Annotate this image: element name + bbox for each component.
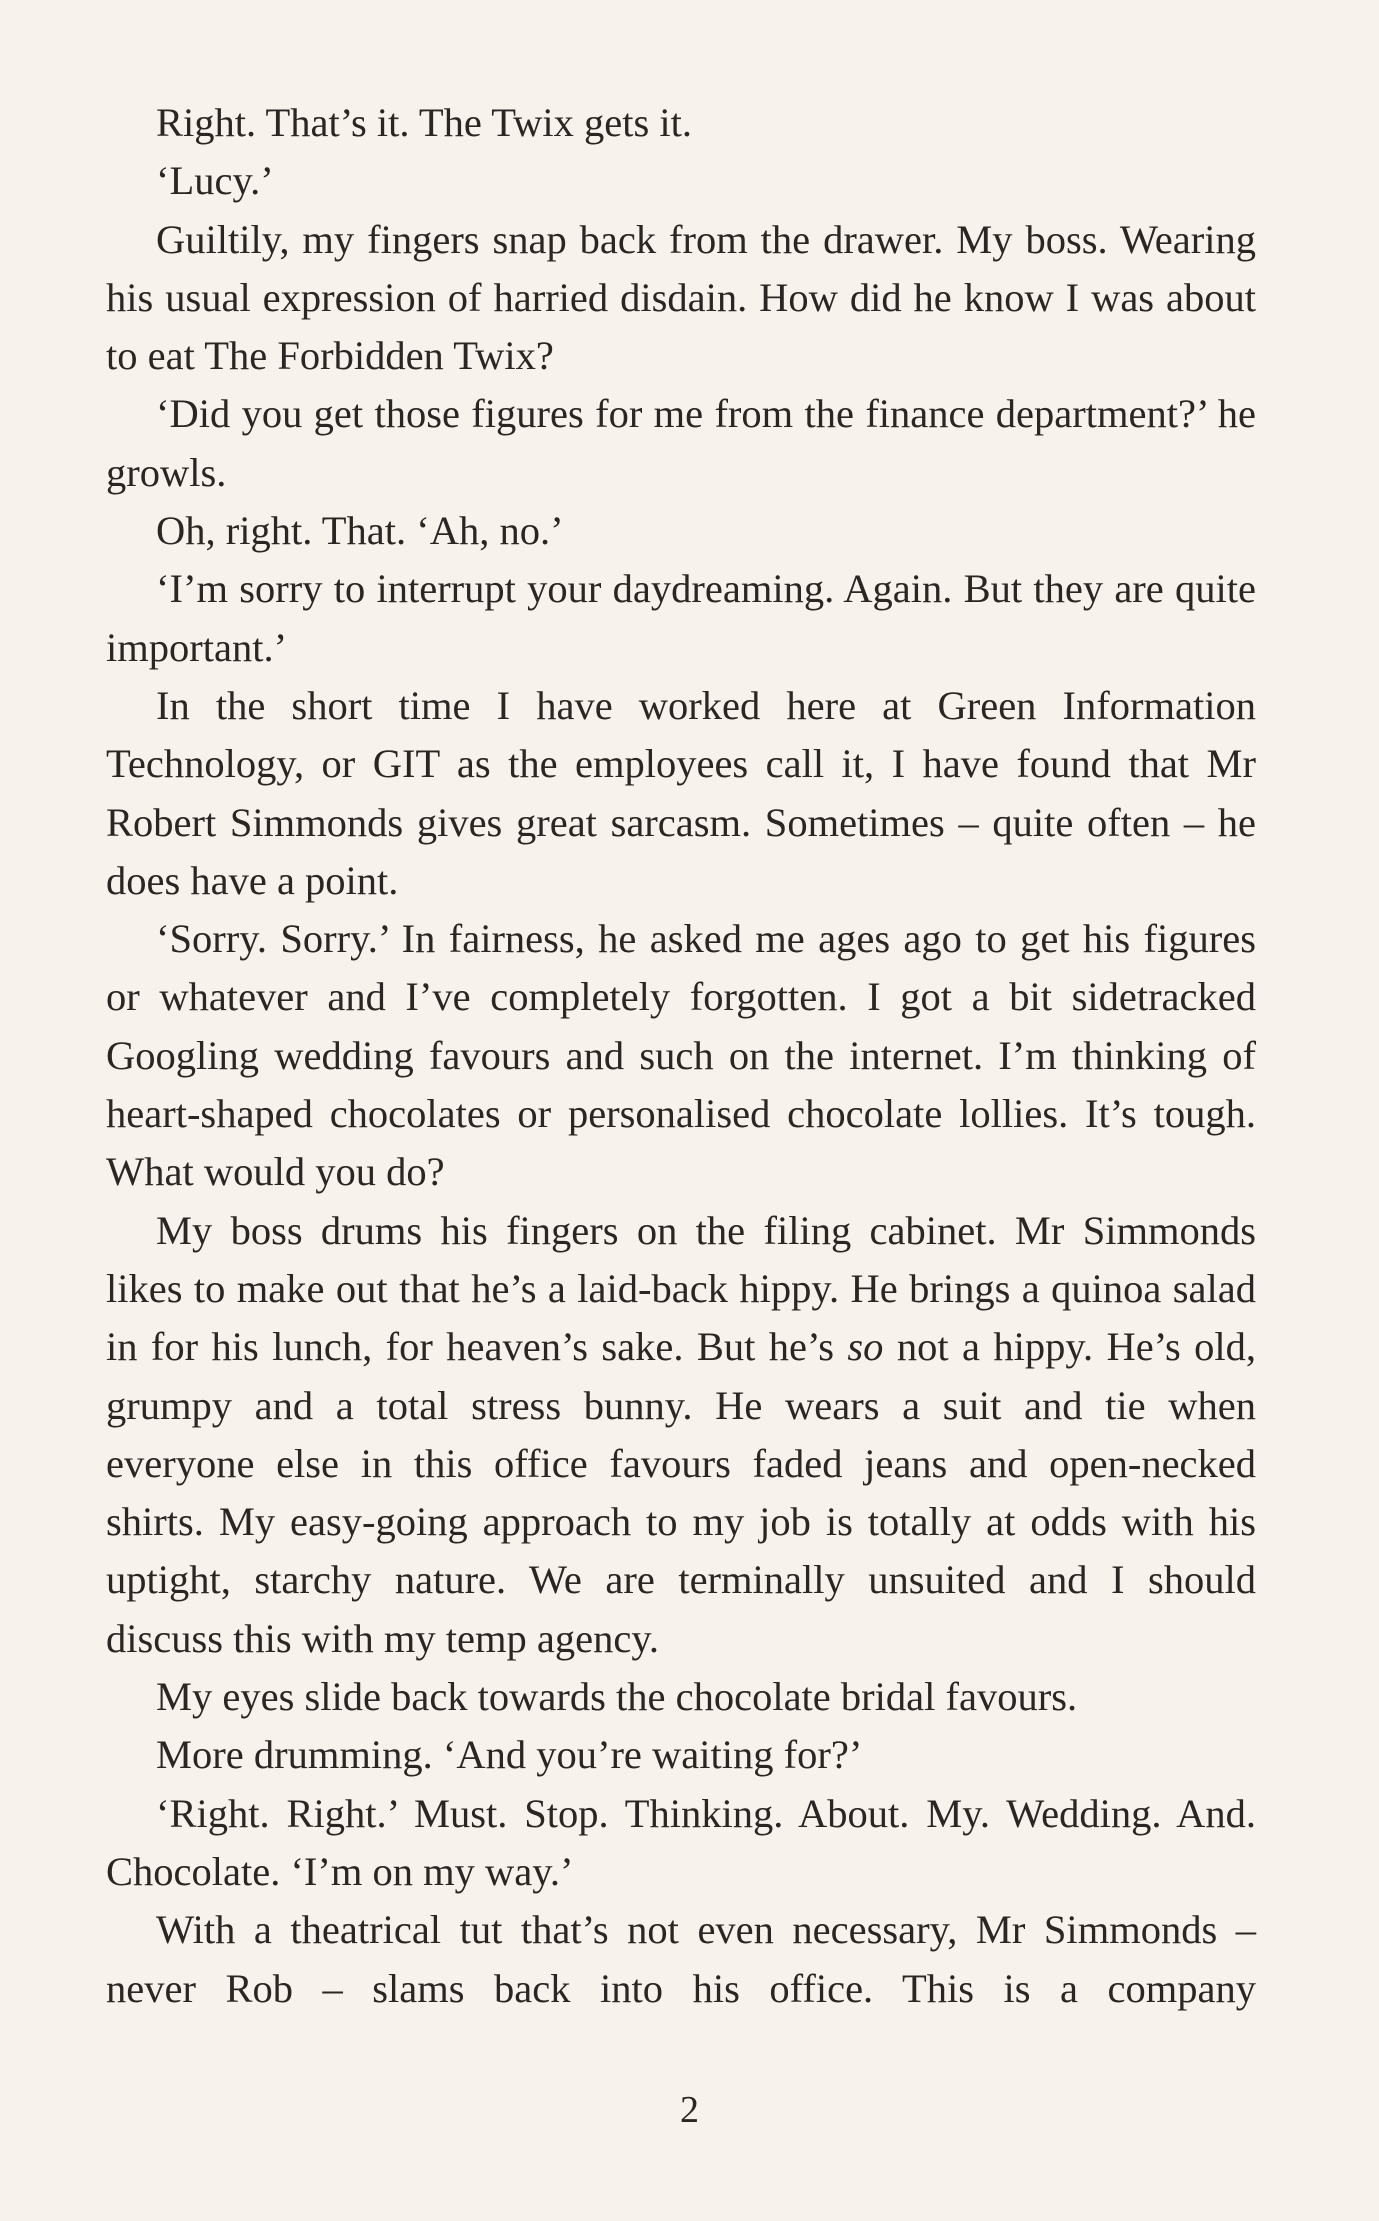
body-text xyxy=(106,94,1256,2018)
paragraph-5: Oh, right. That. ‘Ah, no.’ xyxy=(156,508,564,554)
paragraph-9-after: not a hippy. He’s old, grumpy and a total stress bunny. He wears a suit and tie when everyone else in this office favours faded jeans and open-necked shirts. My easy-going approach to my job is totally at odds with his uptight, starchy nature. We are terminally unsuited and I should discuss this with my temp agency. xyxy=(106,1324,1256,1661)
paragraph-13: With a theatrical tut that’s not even necessary, Mr Simmonds – never Rob – slams back into his office. This is a company xyxy=(106,1907,1256,2011)
paragraph-9-emphasis: so xyxy=(847,1324,884,1370)
paragraph-1: Right. That’s it. The Twix gets it. xyxy=(156,100,693,145)
paragraph-6: ‘I’m sorry to interrupt your daydreaming. Again. But they are quite important.’ xyxy=(106,566,1256,670)
paragraph-4: ‘Did you get those figures for me from the finance department?’ he growls. xyxy=(106,391,1256,495)
paragraph-7: In the short time I have worked here at Green Information Technology, or GIT as the employees call it, I have found that Mr Robert Simmonds gives great sarcasm. Sometimes – quite often – he does have a point. xyxy=(106,682,1256,903)
paragraph-9-before: My boss drums his fingers on the filing cabinet. Mr Simmonds likes to make out that he’s a laid-back hippy. He brings a quinoa salad in for his lunch, for heaven’s sake. But he’s xyxy=(106,1207,1256,1370)
paragraph-12: ‘Right. Right.’ Must. Stop. Thinking. About. My. Wedding. And. Chocolate. ‘I’m on my way.’ xyxy=(106,1790,1256,1894)
paragraph-9 xyxy=(106,1202,1256,1668)
paragraph-2: ‘Lucy.’ xyxy=(156,158,274,204)
paragraph-11: More drumming. ‘And you’re waiting for?’ xyxy=(156,1732,863,1778)
paragraph-8: ‘Sorry. Sorry.’ In fairness, he asked me ages ago to get his figures or whatever and I’ve completely forgotten. I got a bit sidetracked Googling wedding favours and such on the internet. I’m thinking of heart-shaped chocolates or personalised chocolate lollies. It’s tough. What would you do? xyxy=(106,916,1256,1195)
paragraph-10: My eyes slide back towards the chocolate bridal favours. xyxy=(156,1674,1078,1720)
page-number: 2 xyxy=(680,2089,699,2131)
paragraph-3: Guiltily, my fingers snap back from the drawer. My boss. Wearing his usual expression of harried disdain. How did he know I was about to eat The Forbidden Twix? xyxy=(106,216,1256,379)
